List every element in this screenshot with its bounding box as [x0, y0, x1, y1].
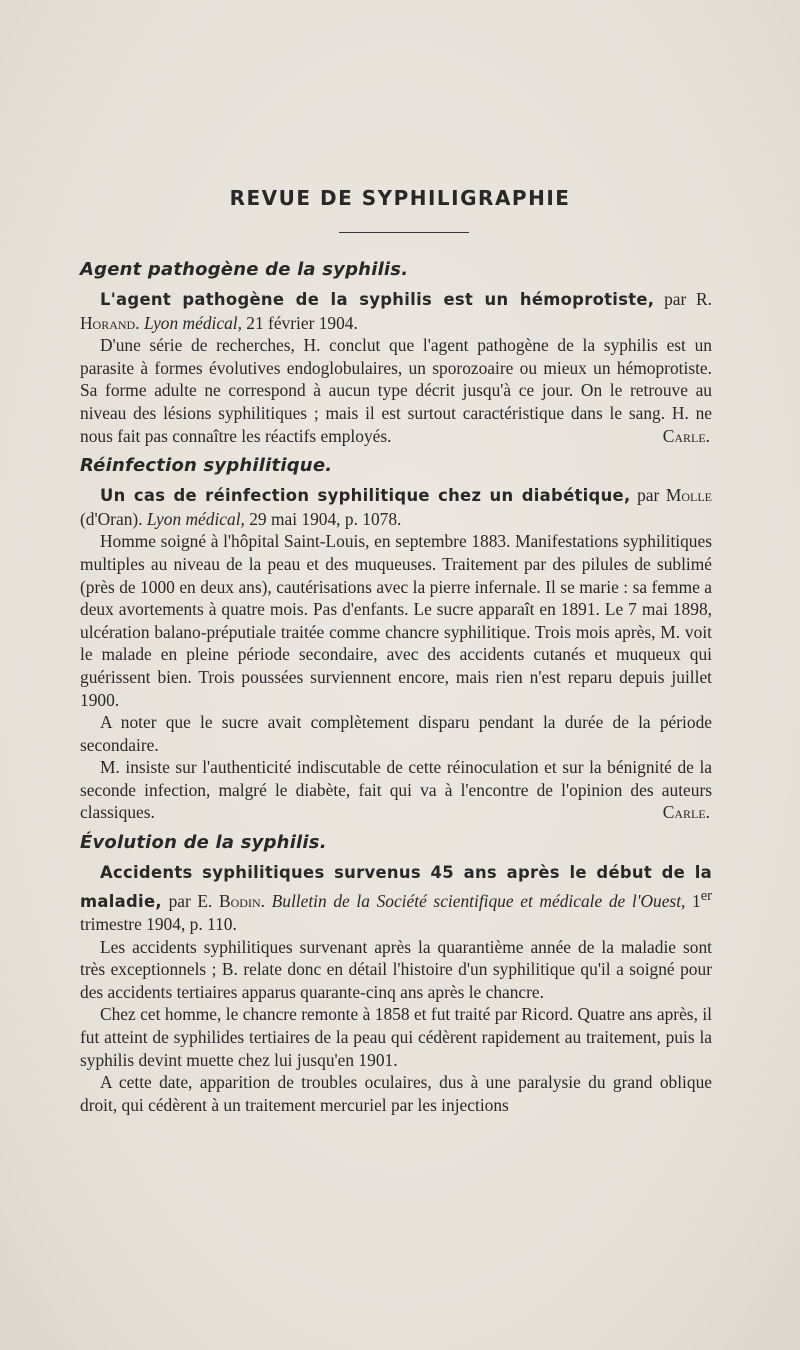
- ref-author: Molle: [665, 485, 712, 506]
- page-title: REVUE DE SYPHILIGRAPHIE: [229, 186, 571, 210]
- title-rule: [339, 232, 469, 233]
- ref-journal: Bulletin de la Société scientifique et médicale de l'Ouest,: [271, 890, 686, 911]
- section-heading: Réinfection syphilitique.: [80, 455, 333, 477]
- ref-date-pre: 1: [685, 890, 701, 911]
- article-reference: [80, 861, 712, 936]
- ref-journal: Lyon médical,: [143, 312, 242, 333]
- ref-par: par: [654, 289, 697, 309]
- article-title: L'agent pathogène de la syphilis est un hémoprotiste,: [100, 290, 655, 309]
- article-reference: [80, 288, 712, 334]
- signature: Carle.: [662, 425, 710, 446]
- ref-par: par: [630, 485, 666, 506]
- ref-author: R. Horand.: [80, 289, 712, 333]
- ref-date: 29 mai 1904, p. 1078.: [244, 508, 402, 529]
- section-heading: Agent pathogène de la syphilis.: [80, 259, 409, 280]
- article-title: Un cas de réinfection syphilitique chez un diabétique,: [100, 486, 631, 506]
- paragraph: Homme soigné à l'hôpital Saint-Louis, en septembre 1883. Manifestations syphilitiques multiples au niveau de la peau et des muqueuses. Traitement par des pilules de sublimé (près de 1000 en deux ans), cautérisations avec la pierre infernale. Il se marie : sa femme a deux avortements à quatre mois. Pas d'enfants. Le sucre apparaît en 1891. Le 7 mai 1898, ulcération balano-préputiale traitée comme chancre syphilitique. Trois mois après, M. voit le malade en pleine période secondaire, avec des accidents cutanés et muqueux qui guérissent bien. Trois poussées surviennent encore, mais rien n'est reparu depuis juillet 1900.: [80, 531, 712, 710]
- article-reference: [80, 484, 712, 530]
- paragraph-text: D'une série de recherches, H. conclut que l'agent pathogène de la syphilis est un parasite à formes évolutives endoglobulaires, un sporozoaire ou mieux un hémoprotiste. Sa forme adulte ne correspond à aucun type décrit jusqu'à ce jour. On le retrouve au niveau des lésions syphilitiques ; mais il est surtout caractéristique dans le sang. H. ne nous fait pas connaître les réactifs employés.: [80, 335, 712, 446]
- paragraph: A noter que le sucre avait complètement disparu pendant la durée de la période secondaire.: [80, 712, 712, 755]
- article-title: Accidents syphilitiques survenus 45 ans après le début de la maladie,: [80, 863, 712, 911]
- ref-date: 21 février 1904.: [241, 312, 358, 333]
- paragraph: [80, 756, 712, 824]
- section-agent-pathogene: [80, 259, 712, 447]
- ref-place: (d'Oran).: [80, 508, 147, 529]
- ref-journal: Lyon médical,: [146, 508, 245, 529]
- section-reinfection: [80, 455, 712, 824]
- paragraph: Les accidents syphilitiques survenant après la quarantième année de la maladie sont très exceptionnels ; B. relate donc en détail l'histoire d'un syphilitique qu'il a soigné pour des accidents tertiaires apparus quarante-cinq ans après le chancre.: [80, 936, 712, 1002]
- ref-sup: er: [700, 887, 712, 904]
- paragraph: [80, 334, 712, 447]
- ref-date: trimestre 1904, p. 110.: [80, 914, 237, 935]
- ref-par: par: [161, 890, 198, 911]
- section-heading: Évolution de la syphilis.: [80, 832, 327, 854]
- paragraph-text: M. insiste sur l'authenticité indiscutable de cette réinoculation et sur la bénignité de la seconde infection, malgré le diabète, fait qui va à l'encontre de l'opinion des auteurs classiques.: [80, 757, 712, 823]
- signature: Carle.: [662, 802, 710, 823]
- ref-author: E. Bodin.: [197, 890, 265, 911]
- paragraph: Chez cet homme, le chancre remonte à 1858 et fut traité par Ricord. Quatre ans après, il fut atteint de syphilides tertiaires de la peau qui cédèrent rapidement au traitement, puis la syphilis devint muette chez lui jusqu'en 1901.: [80, 1004, 712, 1070]
- paragraph: A cette date, apparition de troubles oculaires, dus à une paralysie du grand oblique droit, qui cédèrent à un traitement mercuriel par les injections: [80, 1072, 712, 1115]
- section-evolution: [80, 832, 712, 1116]
